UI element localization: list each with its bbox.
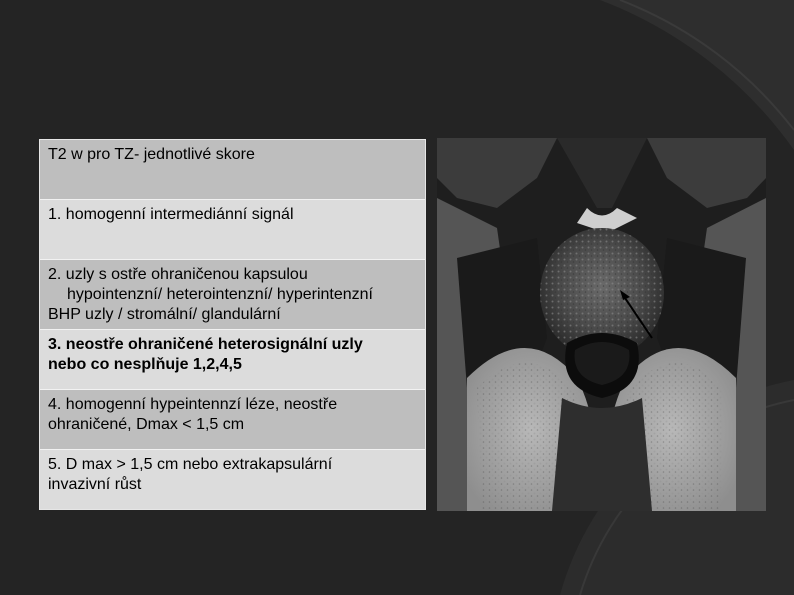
table-row xyxy=(40,330,425,390)
row-text: T2 w pro TZ- jednotlivé skore xyxy=(48,146,255,163)
table-row xyxy=(40,140,425,200)
scoring-table xyxy=(39,139,426,510)
row-text: ohraničené, Dmax < 1,5 cm xyxy=(48,416,245,433)
row-text: invazivní růst xyxy=(48,476,142,493)
table-row xyxy=(40,200,425,260)
table-row xyxy=(40,390,425,450)
row-text: BHP uzly / stromální/ glandulární xyxy=(48,306,281,323)
row-text: 4. homogenní hypeintennzí léze, neostře xyxy=(48,396,338,413)
row-text: 3. neostře ohraničené heterosignální uzly xyxy=(48,336,363,353)
row-text: 2. uzly s ostře ohraničenou kapsulou xyxy=(48,266,308,283)
mri-pelvis-axial-image xyxy=(437,138,766,511)
row-text: 5. D max > 1,5 cm nebo extrakapsulární xyxy=(48,456,333,473)
row-text: hypointenzní/ heterointenzní/ hyperintenzní xyxy=(67,286,373,303)
table-row xyxy=(40,260,425,330)
row-text: nebo co nesplňuje 1,2,4,5 xyxy=(48,356,242,373)
row-text: 1. homogenní intermediánní signál xyxy=(48,206,294,223)
table-row xyxy=(40,450,425,509)
